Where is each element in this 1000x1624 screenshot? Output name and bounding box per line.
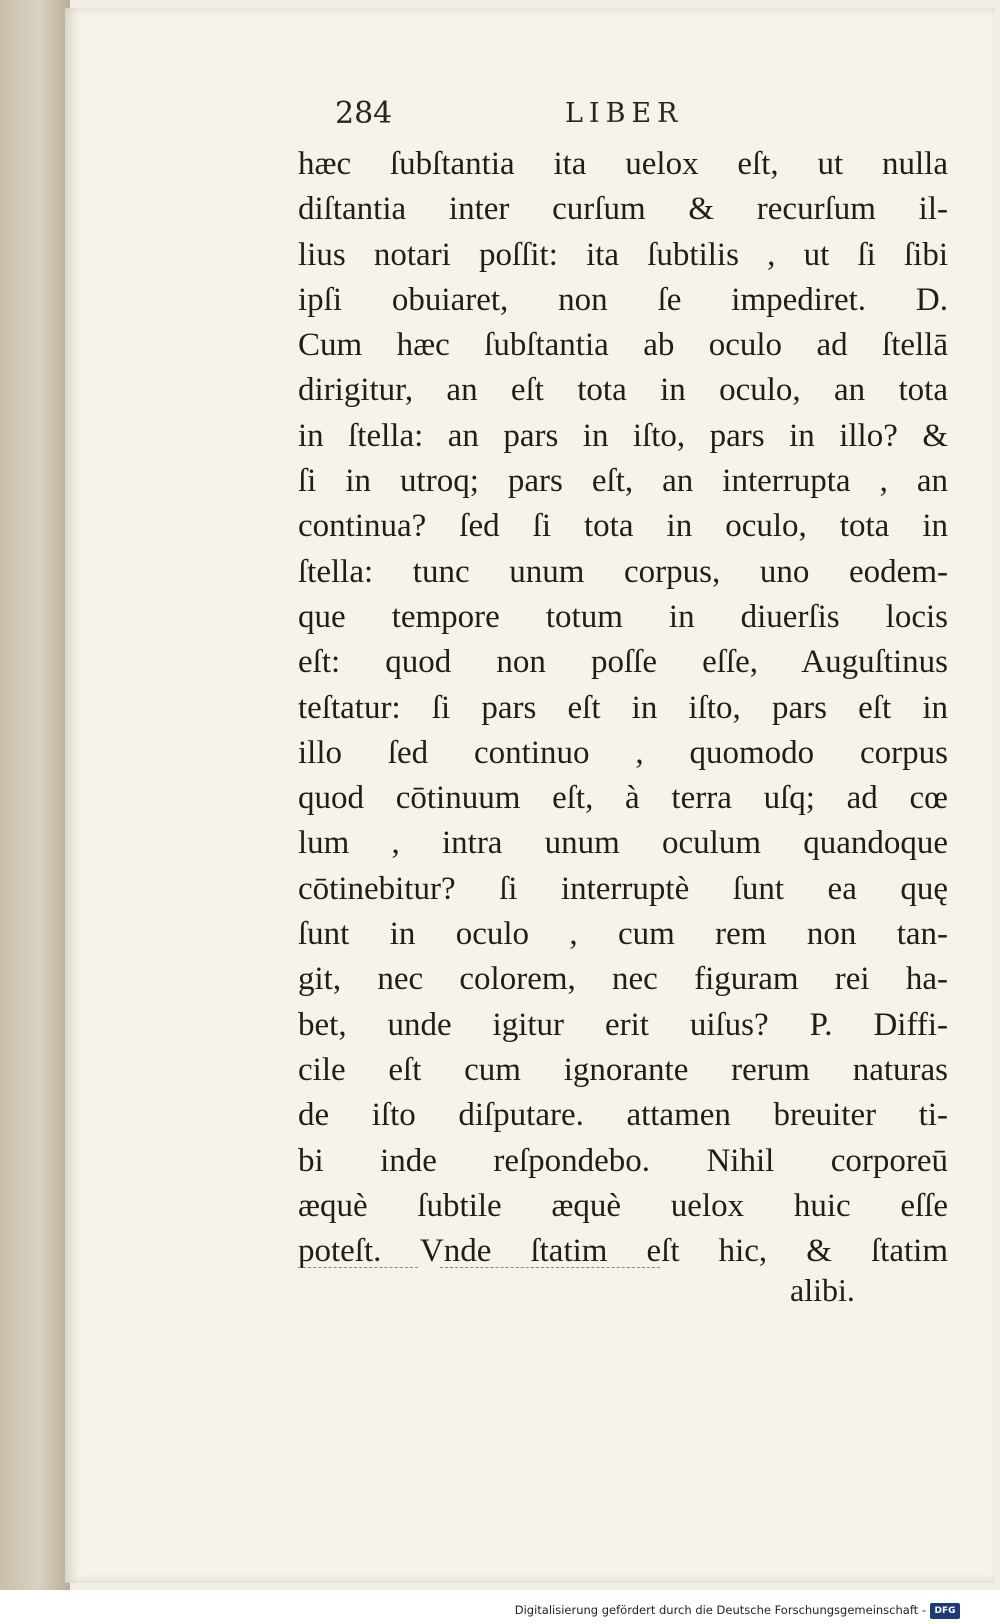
text-line: lum , intra unum oculum quandoque [298,825,948,862]
text-line: hæc ſubſtantia ita uelox eſt, ut nulla [298,146,948,182]
decorative-rule [440,1267,660,1268]
page-header [265,96,715,142]
running-head: LIBER [565,98,684,129]
text-line: quod cōtinuum eſt, à terra uſq; ad cœ [298,780,948,817]
text-line: cile eſt cum ignorante rerum naturas [298,1051,948,1088]
text-line: eſt: quod non poſſe eſſe, Auguſtinus [298,644,948,681]
text-line: Cum hæc ſubſtantia ab oculo ad ſtellā [298,327,948,364]
text-line: in ſtella: an pars in iſto, pars in illo? & [298,417,948,454]
body-text [298,142,948,1274]
text-line: teſtatur: ſi pars eſt in iſto, pars eſt in [298,689,948,726]
catchword: alibi. [790,1272,855,1308]
footer-credit: Digitalisierung gefördert durch die Deutsche Forschungsgemeinschaft - [514,1603,926,1617]
text-line: continua? ſed ſi tota in oculo, tota in [298,508,948,545]
text-line: ipſi obuiaret, non ſe impediret. D. [298,281,948,318]
text-line: cōtinebitur? ſi interruptè ſunt ea quę [298,870,948,907]
text-line: diſtantia inter curſum & recurſum il- [298,191,948,228]
text-line: illo ſed continuo , quomodo corpus [298,734,948,771]
text-line: dirigitur, an eſt tota in oculo, an tota [298,372,948,409]
footer [0,1600,1000,1624]
text-line: ſunt in oculo , cum rem non tan- [298,916,948,953]
decorative-rule [298,1267,418,1268]
page-number: 284 [335,96,393,131]
text-line: bet, unde igitur erit uiſus? P. Diffi- [298,1006,948,1043]
text-line: que tempore totum in diuerſis locis [298,598,948,635]
book-edge [0,0,70,1590]
text-line: de iſto diſputare. attamen breuiter ti- [298,1097,948,1134]
text-line: poteſt. Vnde ſtatim eſt hic, & ſtatim [298,1233,948,1270]
text-line: lius notari poſſit: ita ſubtilis , ut ſi ſibi [298,236,948,273]
dfg-logo: DFG [930,1603,960,1619]
text-line: ſi in utroq; pars eſt, an interrupta , an [298,463,948,500]
text-line: bi inde reſpondebo. Nihil corporeū [298,1142,948,1179]
text-line: ſtella: tunc unum corpus, uno eodem- [298,553,948,590]
text-line: æquè ſubtile æquè uelox huic eſſe [298,1187,948,1224]
text-line: git, nec colorem, nec figuram rei ha- [298,961,948,998]
